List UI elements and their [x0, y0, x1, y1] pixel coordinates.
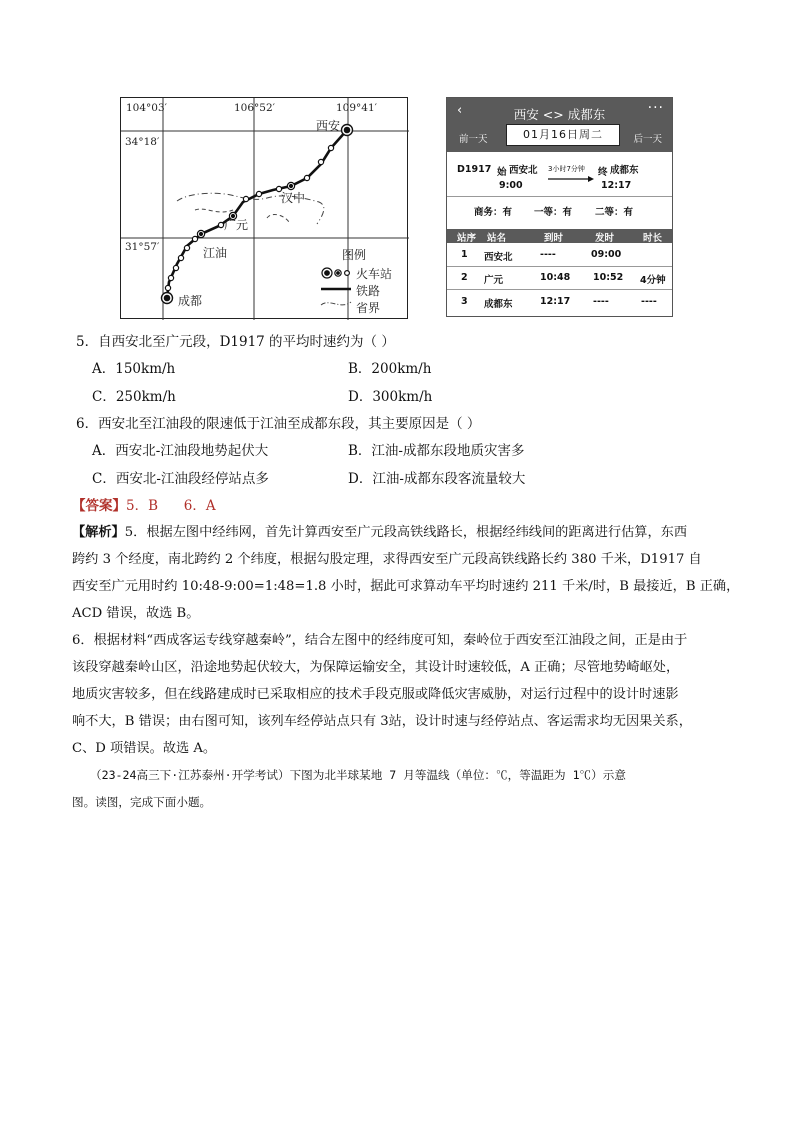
q6-option-a: A．西安北-江油段地势起伏大 — [92, 443, 269, 459]
q6-option-d: D．江油-成都东段客流量较大 — [348, 471, 526, 487]
city-guangyuan: 广元 — [224, 218, 249, 232]
legend-station: 火车站 — [356, 267, 393, 281]
q5-option-c: C．250km/h — [92, 389, 176, 405]
row-1-arrive: ---- — [540, 249, 556, 260]
seat-business: 商务：有 — [474, 207, 513, 218]
answer-line — [72, 494, 216, 514]
city-hanzhong: 汉中 — [281, 191, 306, 205]
back-icon[interactable]: ‹ — [457, 103, 463, 118]
row-2-stay: 4分钟 — [640, 275, 666, 286]
q5-option-d: D．300km/h — [348, 389, 433, 405]
row-3-stay: ---- — [641, 296, 657, 307]
to-station: 成都东 — [610, 165, 639, 176]
analysis-line-8: 响不大，B 错误；由右图可知，该列车经停站点只有 3站，设计时速与经停站点、客运需求均无因果关系， — [72, 714, 692, 729]
row-3-station: 成都东 — [484, 299, 513, 310]
lon-label-2: 106°52′ — [234, 102, 276, 114]
q5-option-a: A．150km/h — [92, 361, 176, 377]
legend-title: 图例 — [342, 248, 367, 262]
row-3-depart: ---- — [593, 296, 609, 307]
q5-option-b: B．200km/h — [348, 361, 432, 377]
analysis-line-9: C、D 项错误。故选 A。 — [72, 741, 217, 756]
q6-option-b: B．江油-成都东段地质灾害多 — [348, 443, 525, 459]
analysis-line-5: 6．根据材料“西成客运专线穿越秦岭”，结合左图中的经纬度可知，秦岭位于西安至江油段之间，正是由于 — [72, 633, 688, 648]
question-6: 6．西安北至江油段的限速低于江油至成都东段，其主要原因是（ ） — [76, 416, 481, 432]
arrow-right-icon — [548, 175, 594, 183]
next-day-button[interactable]: 后一天 — [633, 134, 662, 145]
city-jiangyou: 江油 — [203, 246, 228, 260]
train-number: D1917 — [457, 164, 492, 175]
row-2-station: 广元 — [484, 275, 504, 286]
analysis-text-1: 5．根据左图中经纬网，首先计算西安至广元段高铁线路长，根据经纬线间的距离进行估算，东西 — [124, 525, 688, 540]
analysis-label: 【解析】 — [72, 525, 125, 540]
intro-line-2: 图。读图，完成下面小题。 — [72, 795, 212, 809]
seat-second: 二等：有 — [595, 207, 634, 218]
more-icon[interactable]: ··· — [647, 100, 664, 116]
railway-map — [120, 97, 408, 319]
answer-value: 5．B 6．A — [126, 498, 216, 514]
date-selector[interactable]: 01月16日周二 — [506, 124, 620, 146]
analysis-line-1 — [72, 521, 687, 540]
lat-label-1: 34°18′ — [125, 136, 160, 148]
row-3-seq: 3 — [461, 296, 468, 307]
end-tag: 终 — [598, 167, 608, 178]
lon-label-1: 104°03′ — [126, 102, 168, 114]
start-tag: 始 — [497, 167, 507, 178]
city-chengdu: 成都 — [178, 294, 203, 308]
analysis-line-4: ACD 错误，故选 B。 — [72, 606, 200, 621]
row-2-seq: 2 — [461, 272, 468, 283]
row-1-seq: 1 — [461, 249, 468, 260]
row-2-depart: 10:52 — [593, 272, 624, 283]
legend-rail: 铁路 — [356, 284, 381, 298]
arrival-time: 12:17 — [601, 180, 632, 191]
prev-day-button[interactable]: 前一天 — [459, 134, 488, 145]
analysis-line-7: 地质灾害较多，但在线路建成时已采取相应的技术手段克服或降低灾害威胁，对运行过程中的设计时速影 — [72, 687, 679, 702]
duration: 3小时7分钟 — [548, 165, 585, 173]
intro-line-1: （23-24高三下·江苏泰州·开学考试）下图为北半球某地 7 月等温线（单位：℃，等温距为 1℃）示意 — [90, 768, 626, 782]
q6-option-c: C．西安北-江油段经停站点多 — [92, 471, 269, 487]
analysis-line-6: 该段穿越秦岭山区，沿途地势起伏较大，为保障运输安全，其设计时速较低，A 正确；尽管地势崎岖处， — [72, 660, 680, 675]
from-station: 西安北 — [509, 165, 538, 176]
analysis-line-3: 西安至广元用时约 10:48-9:00=1:48=1.8 小时，据此可求算动车平均时速约 211 千米/时，B 最接近，B 正确， — [72, 579, 740, 594]
legend-border: 省界 — [356, 301, 381, 315]
question-5: 5．自西安北至广元段，D1917 的平均时速约为（ ） — [76, 334, 395, 350]
lon-label-3: 109°41′ — [336, 102, 378, 114]
app-header — [447, 98, 672, 152]
seat-first: 一等：有 — [534, 207, 573, 218]
col-stay: 时长 — [643, 233, 663, 244]
railway-line — [167, 130, 347, 298]
row-1-station: 西安北 — [484, 252, 513, 263]
city-xian: 西安 — [316, 119, 341, 133]
departure-time: 9:00 — [499, 180, 523, 191]
col-arrive: 到时 — [544, 233, 564, 244]
row-2-arrive: 10:48 — [540, 272, 571, 283]
ticket-app-screenshot — [446, 97, 673, 317]
row-1-depart: 09:00 — [591, 249, 622, 260]
route-title: 西安 <> 成都东 — [513, 107, 606, 122]
lat-label-2: 31°57′ — [125, 241, 160, 253]
table-header — [447, 229, 672, 243]
col-depart: 发时 — [595, 233, 615, 244]
col-seq: 站序 — [457, 233, 477, 244]
col-station: 站名 — [487, 233, 507, 244]
analysis-line-2: 跨约 3 个经度，南北跨约 2 个纬度，根据勾股定理，求得西安至广元段高铁线路长约 380 千米，D1917 自 — [72, 552, 702, 567]
row-3-arrive: 12:17 — [540, 296, 571, 307]
answer-label: 【答案】 — [72, 498, 126, 514]
